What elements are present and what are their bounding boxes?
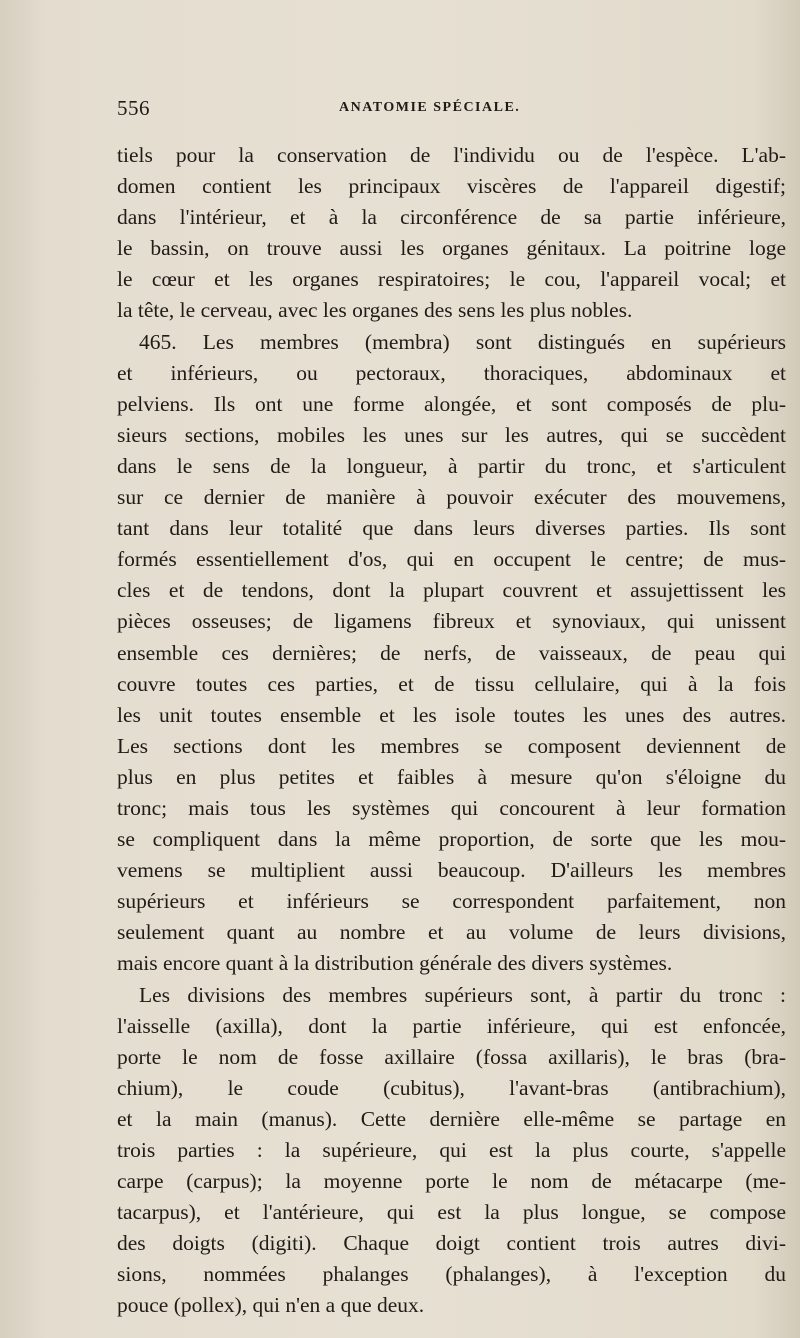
text-line: dans le sens de la longueur, à partir du tronc, et s'articulent: [117, 453, 786, 478]
text-line: tacarpus), et l'antérieure, qui est la plus longue, se compose: [117, 1200, 786, 1225]
text-line: pièces osseuses; de ligamens fibreux et synoviaux, qui unissent: [117, 609, 786, 634]
body-text: [117, 140, 786, 1322]
text-line: chium), le coude (cubitus), l'avant-bras (antibrachium),: [117, 1075, 786, 1100]
text-line: le cœur et les organes respiratoires; le cou, l'appareil vocal; et: [117, 267, 786, 292]
text-line: formés essentiellement d'os, qui en occupent le centre; de mus-: [117, 547, 786, 572]
text-line: pelviens. Ils ont une forme alongée, et sont composés de plu-: [117, 391, 786, 416]
text-line: tiels pour la conservation de l'individu ou de l'espèce. L'ab-: [117, 143, 786, 167]
text-line: l'aisselle (axilla), dont la partie inférieure, qui est enfoncée,: [117, 1013, 786, 1038]
text-line: se compliquent dans la même proportion, de sorte que les mou-: [117, 827, 786, 852]
running-head: ANATOMIE SPÉCIALE.: [339, 100, 521, 115]
text-line: seulement quant au nombre et au volume de leurs divisions,: [117, 920, 786, 945]
text-line: cles et de tendons, dont la plupart couvrent et assujettissent les: [117, 578, 786, 603]
text-line: Les sections dont les membres se composent deviennent de: [117, 733, 786, 758]
text-line: mais encore quant à la distribution générale des divers systèmes.: [117, 951, 673, 976]
text-line: 465. Les membres (membra) sont distingués en supérieurs: [139, 329, 786, 354]
text-line: dans l'intérieur, et à la circonférence de sa partie inférieure,: [117, 205, 786, 230]
text-line: des doigts (digiti). Chaque doigt contient trois autres divi-: [117, 1231, 786, 1256]
text-line: carpe (carpus); la moyenne porte le nom de métacarpe (me-: [117, 1169, 786, 1194]
text-line: la tête, le cerveau, avec les organes des sens les plus nobles.: [117, 298, 633, 323]
text-line: et la main (manus). Cette dernière elle-même se partage en: [117, 1106, 786, 1131]
text-line: plus en plus petites et faibles à mesure qu'on s'éloigne du: [117, 764, 786, 789]
text-line: sions, nommées phalanges (phalanges), à l'exception du: [117, 1262, 786, 1287]
text-line: le bassin, on trouve aussi les organes génitaux. La poitrine loge: [117, 236, 786, 261]
page-header: [117, 96, 677, 126]
text-line: domen contient les principaux viscères de l'appareil digestif;: [117, 174, 786, 199]
text-line: supérieurs et inférieurs se correspondent parfaitement, non: [117, 889, 786, 914]
text-line: tant dans leur totalité que dans leurs diverses parties. Ils sont: [117, 516, 786, 541]
text-line: ensemble ces dernières; de nerfs, de vaisseaux, de peau qui: [117, 640, 786, 665]
text-line: et inférieurs, ou pectoraux, thoraciques, abdominaux et: [117, 360, 786, 385]
text-line: trois parties : la supérieure, qui est la plus courte, s'appelle: [117, 1138, 786, 1162]
text-line: vemens se multiplient aussi beaucoup. D'ailleurs les membres: [117, 858, 786, 883]
text-line: les unit toutes ensemble et les isole toutes les unes des autres.: [117, 702, 786, 727]
text-line: Les divisions des membres supérieurs sont, à partir du tronc :: [139, 982, 786, 1007]
text-line: sieurs sections, mobiles les unes sur les autres, qui se succèdent: [117, 422, 786, 447]
text-line: sur ce dernier de manière à pouvoir exécuter des mouvemens,: [117, 485, 786, 510]
text-line: pouce (pollex), qui n'en a que deux.: [117, 1293, 425, 1318]
text-line: couvre toutes ces parties, et de tissu cellulaire, qui à la fois: [117, 671, 786, 696]
text-line: porte le nom de fosse axillaire (fossa axillaris), le bras (bra-: [117, 1044, 786, 1069]
text-line: tronc; mais tous les systèmes qui concourent à leur formation: [117, 795, 786, 820]
page-number: 556: [117, 96, 150, 120]
